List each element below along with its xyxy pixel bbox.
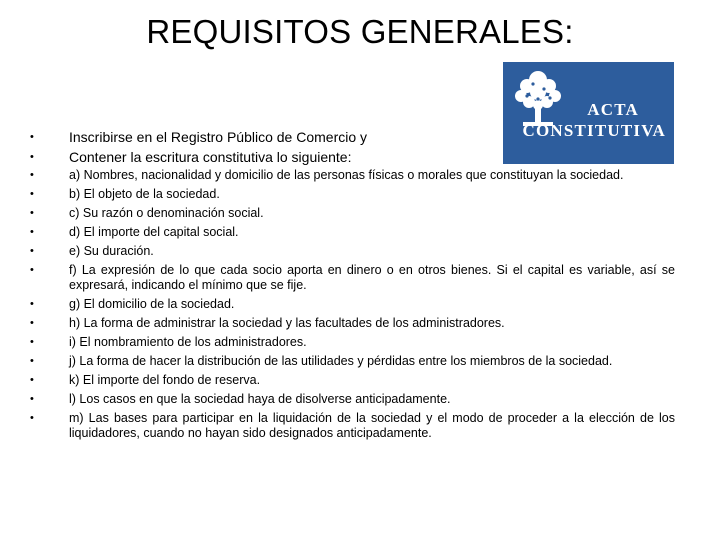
list-item [30,373,675,388]
list-item-text: Inscribirse en el Registro Público de Comercio y [69,129,368,145]
list-item-text: j) La forma de hacer la distribución de las utilidades y pérdidas entre los miembros de la sociedad. [69,354,613,368]
list-item-text: a) Nombres, nacionalidad y domicilio de las personas físicas o morales que constituyan la sociedad. [69,168,624,182]
list-item [30,187,675,202]
list-item-text: g) El domicilio de la sociedad. [69,297,235,311]
bullet-icon: • [30,264,34,276]
bullet-icon: • [30,298,34,310]
logo-title-line2: CONSTITUTIVA [522,121,666,140]
bullet-icon: • [30,393,34,405]
bullet-icon: • [30,226,34,238]
list-item-text: h) La forma de administrar la sociedad y las facultades de los administradores. [69,316,505,330]
list-item-text: i) El nombramiento de los administradores. [69,335,307,349]
list-item [30,392,675,407]
list-item-text: f) La expresión de lo que cada socio aporta en dinero o en otros bienes. Si el capital es variable, así se expresará, indicando el mínimo que se fije. [69,263,675,292]
list-item-text: m) Las bases para participar en la liquidación de la sociedad y el modo de proceder a la elección de los liquidadores, cuando no hayan sido designados anticipadamente. [69,411,675,440]
list-item-text: l) Los casos en que la sociedad haya de disolverse anticipadamente. [69,392,451,406]
list-item [30,225,675,240]
bullet-icon: • [30,317,34,329]
list-item [30,148,675,167]
list-item [30,297,675,312]
list-item [30,244,675,259]
list-item [30,128,675,147]
list-item [30,354,675,369]
bullet-icon: • [30,412,34,424]
list-item-text: c) Su razón o denominación social. [69,206,264,220]
list-item-text: Contener la escritura constitutiva lo siguiente: [69,149,352,165]
bullet-icon: • [30,336,34,348]
list-item-text: e) Su duración. [69,244,154,258]
list-item-text: k) El importe del fondo de reserva. [69,373,261,387]
list-item [30,335,675,350]
bullet-icon: • [30,151,34,163]
bullet-icon: • [30,245,34,257]
list-item [30,263,675,293]
list-item [30,411,675,441]
list-item [30,206,675,221]
page-title: REQUISITOS GENERALES: [146,13,574,50]
bullet-icon: • [30,355,34,367]
bullet-icon: • [30,207,34,219]
list-item [30,316,675,331]
list-item-text: d) El importe del capital social. [69,225,239,239]
bullet-icon: • [30,169,34,181]
bullet-icon: • [30,188,34,200]
logo-title-line1: ACTA [587,100,639,119]
bullet-icon: • [30,374,34,386]
deed-contents-list [30,168,675,445]
list-item [30,168,675,183]
bullet-icon: • [30,131,34,143]
list-item-text: b) El objeto de la sociedad. [69,187,220,201]
main-requirements-list [30,128,675,168]
